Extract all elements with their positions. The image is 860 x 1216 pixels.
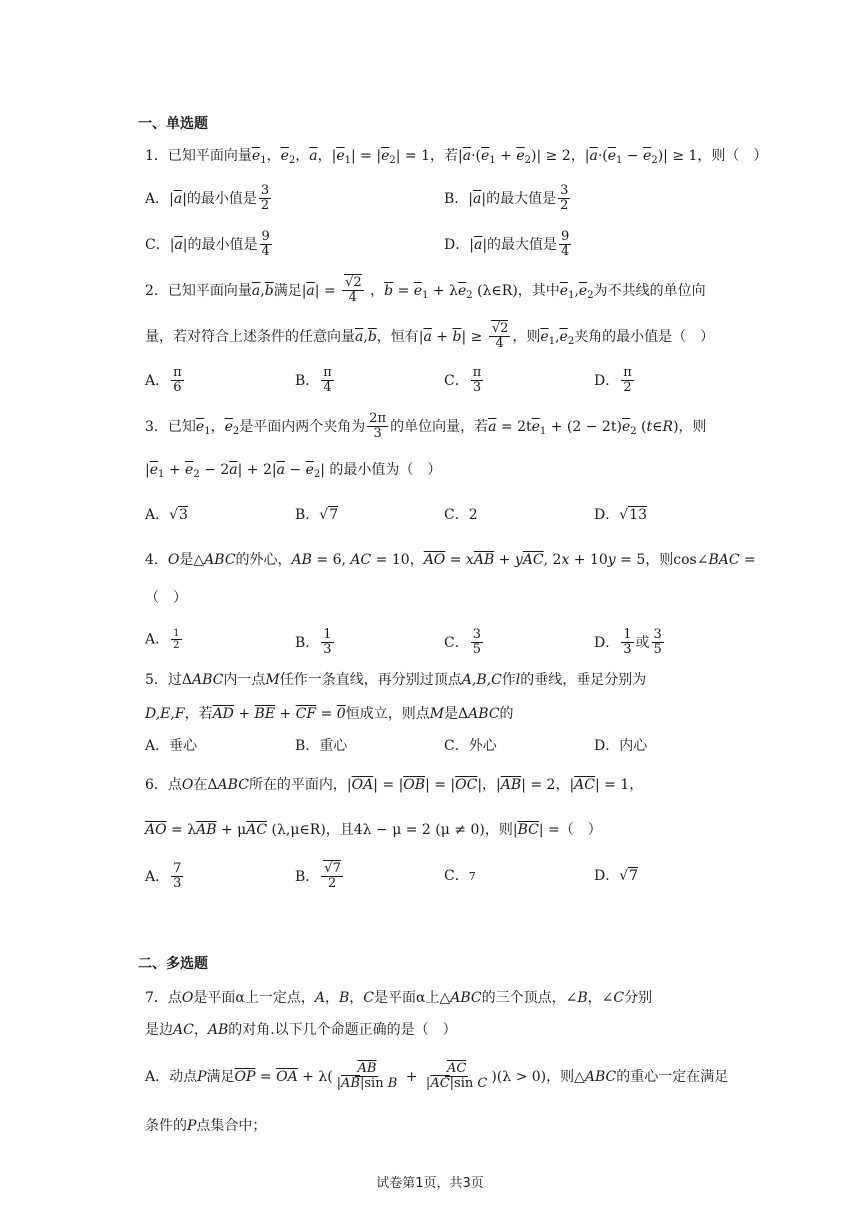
q2-option-d: D． $\frac{\pi}{2}$ — [594, 365, 632, 396]
q4-option-d: D． $\frac{1}{3}$ 或 $\frac{3}{5}$ — [594, 627, 662, 658]
q4-option-a: A． $\frac{1}{2}$ — [145, 628, 180, 651]
q7-option-a-line1: A．动点P满足$\overline{OP} = \overline{OA} + \lambda$( $\frac{\overline{AB}}{|\overline{AB}|\sin B}$ + $\frac{\overline{AC}}{|\overline{AC}|\sin C}$ )(λ > 0)，则△ABC的重心一定在满足 — [145, 1061, 729, 1092]
q2-option-a: A． $\frac{\pi}{6}$ — [145, 365, 182, 396]
q2-option-c: C． $\frac{\pi}{3}$ — [444, 365, 482, 396]
q3-option-c: C．2 — [444, 507, 478, 523]
q5-option-a: A．垂心 — [145, 738, 198, 754]
q5-option-b: B．重心 — [295, 738, 348, 754]
question-number: 1． — [145, 148, 168, 164]
question-2-line1: 2．已知平面向量$\overline{a},\overline{b}$满足$|\overline{a}|$ = $\frac{√2}{4}$ ，$\overline{b} = \overline{e}_1 + \lambda\overline{e}_2$ (λ∈R)，其中$\overline{e}_1,\overline{e}_2$为不共线的单位向 — [145, 275, 706, 306]
q6-option-d: D．√7 — [594, 868, 639, 884]
question-3-line2: $|\overline{e}_1 + \overline{e}_2 - 2\overline{a}| + 2|\overline{a} - \overline{e}_2|$ 的最小值为（ ） — [145, 462, 442, 480]
q2-option-b: B． $\frac{\pi}{4}$ — [295, 365, 332, 396]
page-footer: 试卷第1页，共3页 — [376, 1176, 484, 1191]
question-7-line2: 是边AC，AB的对角.以下几个命题正确的是（ ） — [145, 1022, 457, 1038]
question-7-line1: 7．点O是平面α上一定点，A，B，C是平面α上△ABC的三个顶点，∠B，∠C分别 — [145, 990, 653, 1006]
question-4-line2: （ ） — [145, 590, 187, 606]
question-4-line1: 4．O是△ABC的外心，AB = 6, AC = 10，$\overline{AO} = x\overline{AB} + y\overline{AC}$, 2x + 10y = 5，则cos∠BAC = — [145, 552, 756, 568]
q6-option-c: C．7 — [444, 868, 476, 884]
q6-option-a: A． $\frac{7}{3}$ — [145, 861, 182, 892]
question-5-line1: 5．过ΔABC内一点M任作一条直线，再分别过顶点A,B,C作l的垂线，垂足分别为 — [145, 672, 647, 688]
q1-option-c: C．$|\overline{a}|$的最小值是 $\frac{9}{4}$ — [145, 229, 270, 260]
q4-option-c: C． $\frac{3}{5}$ — [444, 627, 481, 658]
question-2-line2: 量，若对符合上述条件的任意向量$\overline{a},\overline{b}$，恒有$|\overline{a} + \overline{b}|$ ≥ $\frac{√2}{4}$ ，则$\overline{e}_1,\overline{e}_2$夹角的最小值是（ ） — [145, 321, 715, 352]
question-5-line2: D,E,F，若$\overline{AD} + \overline{BE} + \overline{CF} = 0$恒成立，则点M是ΔABC的 — [145, 706, 514, 722]
q3-option-b: B．√7 — [295, 507, 339, 523]
question-3-line1: 3．已知$\overline{e}_1$，$\overline{e}_2$是平面内两个夹角为 $\frac{2\pi}{3}$ 的单位向量，若$\overline{a} = 2t\overline{e}_1 + (2 - 2t)\overline{e}_2$ (t∈R)，则 — [145, 411, 707, 442]
section-heading-multi: 二、多选题 — [138, 956, 208, 972]
q4-option-b: B． $\frac{1}{3}$ — [295, 627, 332, 658]
q1-option-d: D．$|\overline{a}|$的最大值是 $\frac{9}{4}$ — [444, 229, 570, 260]
q1-option-b: B．$|\overline{a}|$的最大值是 $\frac{3}{2}$ — [444, 183, 569, 214]
q5-option-d: D．内心 — [594, 738, 648, 754]
section-heading-single: 一、单选题 — [138, 116, 208, 132]
q6-option-b: B． $\frac{√7}{2}$ — [295, 861, 341, 892]
q5-option-c: C．外心 — [444, 738, 497, 754]
question-6-line2: $\overline{AO} = \lambda\overline{AB} + \mu\overline{AC}$ (λ,μ∈R)，且4λ − μ = 2 (μ ≠ 0)，则$|\overline{BC}|$ =（ ） — [145, 822, 602, 838]
question-1: 1．已知平面向量$\overline{e}_1$，$\overline{e}_2$，$\overline{a}$，$|\overline{e}_1| = |\overline{e}_2| = 1$，若$|\overline{a}\cdot(\overline{e}_1 + \overline{e}_2)| \ge 2$，$|\overline{a}\cdot(\overline{e}_1 - \overline{e}_2)| \ge 1$，则（ ） — [145, 148, 768, 166]
question-6-line1: 6．点O在ΔABC所在的平面内，$|\overline{OA}| = |\overline{OB}| = |\overline{OC}|$，$|\overline{AB}| = 2$，$|\overline{AC}| = 1$， — [145, 777, 644, 793]
q3-option-a: A．√3 — [145, 507, 188, 523]
q1-option-a: A．$|\overline{a}|$的最小值是 $\frac{3}{2}$ — [145, 183, 270, 214]
q3-option-d: D．√13 — [594, 507, 647, 523]
q7-option-a-line2: 条件的P点集合中； — [145, 1118, 267, 1134]
